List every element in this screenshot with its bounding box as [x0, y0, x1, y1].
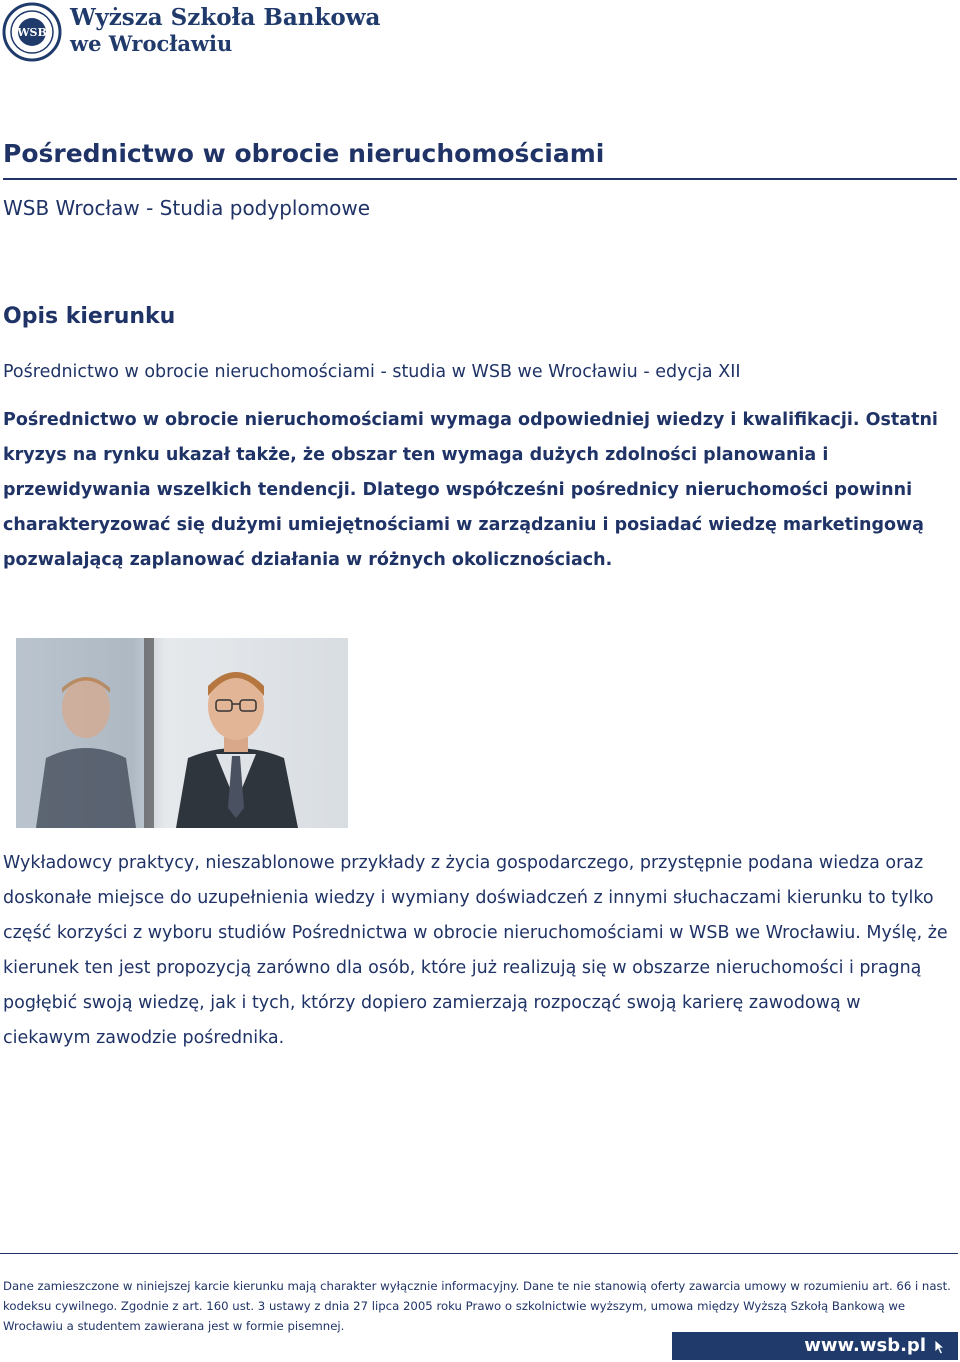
footer-divider	[0, 1253, 958, 1254]
website-link[interactable]: www.wsb.pl	[804, 1335, 926, 1356]
lead-paragraph: Pośrednictwo w obrocie nieruchomościami wymaga odpowiedniej wiedzy i kwalifikacji. Ostatni kryzys na rynku ukazał także, że obszar ten wymaga dużych zdolności planowania i przewidywania wszelkich tendencji. Dlatego współcześni pośrednicy nieruchomości powinni charakteryzować się dużymi umiejętnościami w zarządzaniu i posiadać wiedzę marketingową pozwalającą zaplanować działania w różnych okolicznościach.	[3, 410, 938, 570]
edition-line: Pośrednictwo w obrocie nieruchomościami - studia w WSB we Wrocławiu - edycja XII	[3, 362, 741, 382]
brand-line-2: we Wrocławiu	[70, 31, 233, 56]
body-paragraph: Wykładowcy praktycy, nieszablonowe przykłady z życia gospodarczego, przystępnie podana wiedza oraz doskonałe miejsce do uzupełnienia wiedzy i wymiany doświadczeń z innymi słuchaczami kierunku to tylko część korzyści z wyboru studiów Pośrednictwa w obrocie nieruchomościami w WSB we Wrocławiu. Myślę, że kierunek ten jest propozycją zarówno dla osób, które już realizują się w obszarze nieruchomości i pragną pogłębić swoją wiedzę, jak i tych, którzy dopiero zamierzają rozpocząć swoją karierę zawodową w ciekawym zawodzie pośrednika.	[3, 853, 948, 1048]
site-bar	[672, 1332, 958, 1360]
brand-name[interactable]	[70, 4, 380, 57]
university-seal-icon	[2, 2, 62, 62]
footer-disclaimer: Dane zamieszczone w niniejszej karcie kierunku mają charakter wyłącznie informacyjny. Dane te nie stanowią oferty zawarcia umowy w rozumieniu art. 66 i nast. kodeksu cywilnego. Zgodnie z art. 160 ust. 3 ustawy z dnia 27 lipca 2005 roku Prawo o szkolnictwie wyższym, umowa między Wyższą Szkołą Bankową we Wrocławiu a studentem zawierana jest w formie pisemnej.	[3, 1279, 951, 1333]
lecturer-photo	[16, 638, 348, 828]
page-title: Pośrednictwo w obrocie nieruchomościami	[3, 138, 957, 180]
page-subtitle: WSB Wrocław - Studia podyplomowe	[3, 196, 371, 220]
brand-line-1: Wyższa Szkoła Bankowa	[70, 4, 381, 31]
svg-text:WSB: WSB	[17, 26, 47, 39]
header	[0, 0, 960, 64]
cursor-arrow-icon	[934, 1339, 946, 1355]
section-heading: Opis kierunku	[3, 304, 176, 329]
